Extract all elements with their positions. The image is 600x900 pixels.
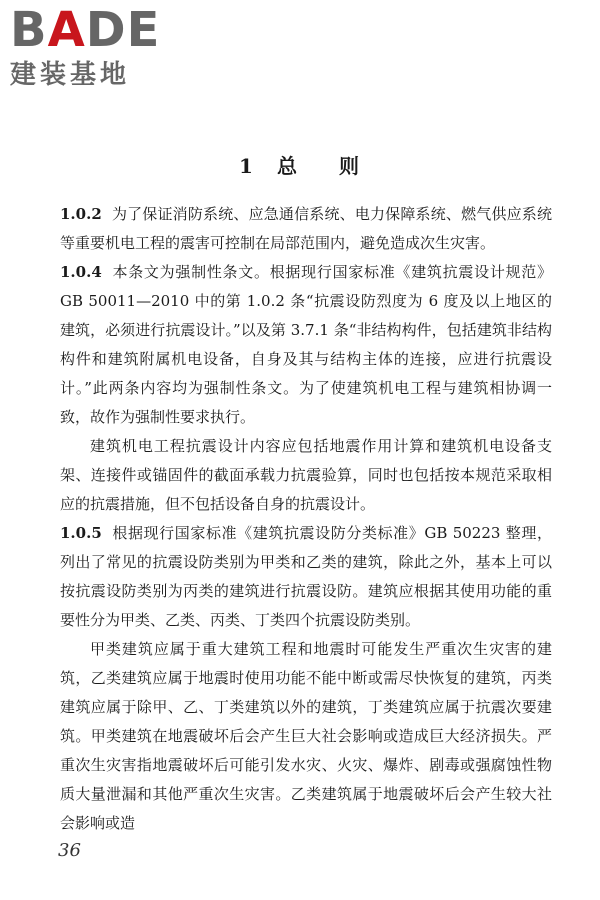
- chapter-title-char-2: 则: [338, 154, 361, 178]
- paragraph-continuation: [60, 432, 552, 519]
- paragraph-text: 甲类建筑应属于重大建筑工程和地震时可能发生严重次生灾害的建筑，乙类建筑应属于地震时使用功能不能中断或需尽快恢复的建筑，丙类建筑应属于除甲、乙、丁类建筑以外的建筑，丁类建筑应属于抗震次要建筑。甲类建筑在地震破坏后会产生巨大社会影响或造成巨大经济损失。严重次生灾害指地震破坏后可能引发水灾、火灾、爆炸、剧毒或强腐蚀性物质大量泄漏和其他严重次生灾害。乙类建筑属于地震破坏后会产生较大社会影响或造: [60, 640, 552, 832]
- chapter-title-char-1: 总: [276, 154, 299, 178]
- paragraph-text: 本条文为强制性条文。根据现行国家标准《建筑抗震设计规范》GB 50011—2010 中的第 1.0.2 条“抗震设防烈度为 6 度及以上地区的建筑，必须进行抗震设计。”以及第 3.7.1 条“非结构构件，包括建筑非结构构件和建筑附属机电设备，自身及其与结构主体的连接，应进行抗震设计。”此两条内容均为强制性条文。为了使建筑机电工程与建筑相协调一致，故作为强制性要求执行。: [60, 263, 552, 426]
- chapter-title: [0, 150, 600, 179]
- logo: [10, 2, 161, 90]
- clause-number: 1.0.4: [60, 263, 102, 281]
- paragraph-text: 建筑机电工程抗震设计内容应包括地震作用计算和建筑机电设备支架、连接件或锚固件的截面承载力抗震验算，同时也包括按本规范采取相应的抗震措施，但不包括设备自身的抗震设计。: [60, 437, 552, 513]
- body-text: [60, 200, 552, 838]
- logo-wordmark: BADE: [10, 2, 161, 58]
- paragraph-continuation: [60, 635, 552, 838]
- paragraph-text: 为了保证消防系统、应急通信系统、电力保障系统、燃气供应系统等重要机电工程的震害可控制在局部范围内，避免造成次生灾害。: [60, 205, 552, 252]
- chapter-number: 1: [239, 154, 255, 178]
- paragraph-text: 根据现行国家标准《建筑抗震设防分类标准》GB 50223 整理，列出了常见的抗震设防类别为甲类和乙类的建筑，除此之外，基本上可以按抗震设防类别为丙类的建筑进行抗震设防。建筑应根据其使用功能的重要性分为甲类、乙类、丙类、丁类四个抗震设防类别。: [60, 524, 552, 629]
- page-number: 36: [58, 840, 81, 861]
- paragraph-clause-1-0-4: [60, 258, 552, 432]
- clause-number: 1.0.2: [60, 205, 102, 223]
- clause-number: 1.0.5: [60, 524, 102, 542]
- logo-subtitle: 建装基地: [10, 60, 131, 90]
- paragraph-clause-1-0-2: [60, 200, 552, 258]
- paragraph-clause-1-0-5: [60, 519, 552, 635]
